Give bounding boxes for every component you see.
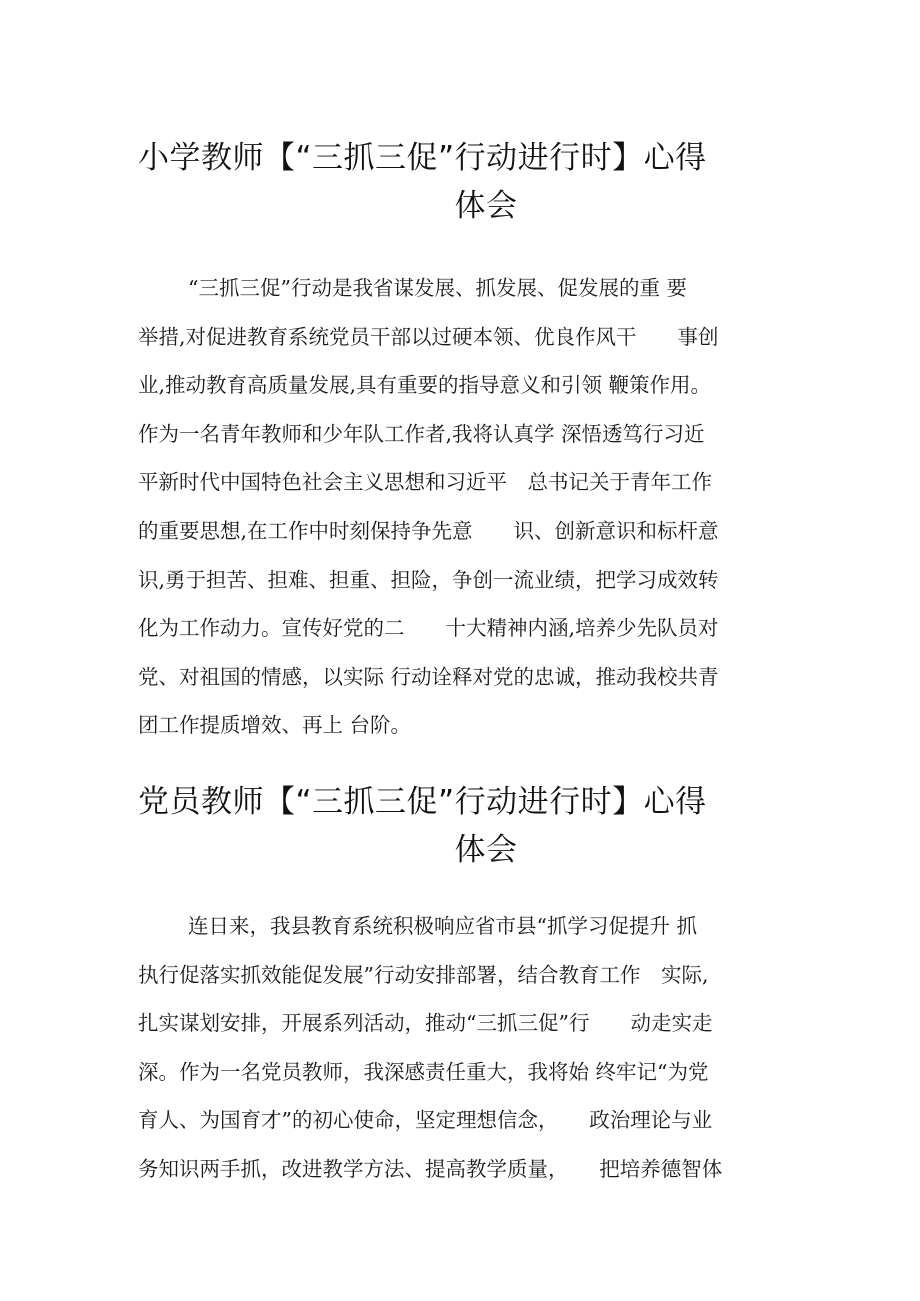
paragraph-line: 团工作提质增效、再上 台阶。	[138, 713, 412, 738]
section-2-title	[138, 778, 788, 874]
section-2-paragraph	[138, 902, 788, 1194]
paragraph-line: 深。作为一名党员教师，我深感责任重大，我将始 终牢记“为党	[138, 1059, 709, 1084]
section-1-title-line-1: 小学教师【“三抓三促”行动进行时】心得	[138, 140, 707, 176]
paragraph-line: 育人、为国育才”的初心使命，坚定理想信念， 政治理论与业	[138, 1108, 713, 1133]
paragraph-line: 扎实谋划安排，开展系列活动，推动“三抓三促”行 动走实走	[138, 1011, 713, 1036]
section-2-title-line-2: 体会	[454, 832, 518, 868]
paragraph-line: 务知识两手抓，改进教学方法、提高教学质量， 把培养德智体	[138, 1156, 723, 1181]
paragraph-line: 平新时代中国特色社会主义思想和习近平 总书记关于青年工作	[138, 470, 712, 495]
paragraph-line: 的重要思想,在工作中时刻保持争先意 识、创新意识和标杆意	[138, 518, 719, 543]
paragraph-line: “三抓三促”行动是我省谋发展、抓发展、促发展的重 要	[188, 276, 687, 300]
paragraph-line: 识,勇于担苦、担难、担重、担险，争创一流业绩，把学习成效转	[138, 567, 719, 592]
paragraph-line: 业,推动教育高质量发展,具有重要的指导意义和引领 鞭策作用。	[138, 373, 712, 398]
section-1-title	[138, 134, 788, 230]
paragraph-line: 作为一名青年教师和少年队工作者,我将认真学 深悟透笃行习近	[138, 421, 705, 446]
paragraph-line: 执行促落实抓效能促发展”行动安排部署，结合教育工作 实际,	[138, 962, 709, 987]
paragraph-line: 举措,对促进教育系统党员干部以过硬本领、优良作风干 事创	[138, 324, 719, 349]
section-2-title-line-1: 党员教师【“三抓三促”行动进行时】心得	[138, 784, 707, 820]
section-1-title-line-2: 体会	[454, 188, 518, 224]
paragraph-line: 化为工作动力。宣传好党的二 十大精神内涵,培养少先队员对	[138, 616, 719, 641]
paragraph-line: 连日来，我县教育系统积极响应省市县“抓学习促提升 抓	[188, 914, 697, 938]
paragraph-line: 党、对祖国的情感，以实际 行动诠释对党的忠诚，推动我校共青	[138, 664, 719, 689]
section-1-paragraph	[138, 264, 788, 750]
